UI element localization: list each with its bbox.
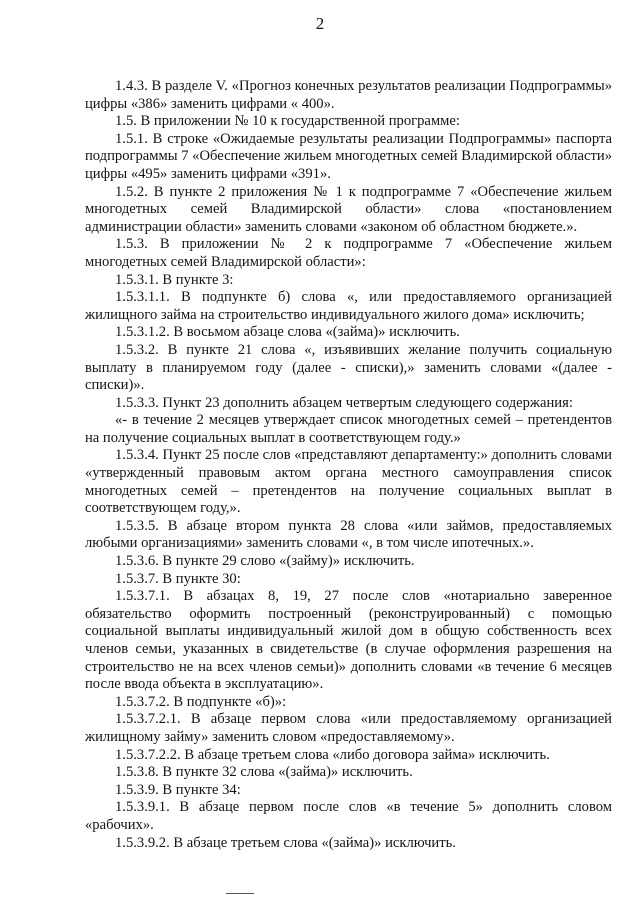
paragraph: 1.5.3.7.2.2. В абзаце третьем слова «либо договора займа» исключить. (115, 746, 550, 763)
paragraph: 1.5.3.9. В пункте 34: (115, 781, 241, 798)
footer-mark (226, 893, 254, 894)
paragraph: 1.5.3.9.2. В абзаце третьем слова «(займа)» исключить. (115, 834, 456, 851)
paragraph: 1.5.3.1.2. В восьмом абзаце слова «(займа)» исключить. (115, 324, 460, 341)
paragraph: 1.5.3. В приложении № 2 к подпрограмме 7 «Обеспечение жильем многодетных семей Владимирской области»: (85, 236, 612, 270)
paragraph: 1.5.3.2. В пункте 21 слова «, изъявивших желание получить социальную выплату в планируемом году (далее - списки),» заменить словами «(далее - списки)». (85, 341, 612, 394)
paragraph: 1.5.3.7.2. В подпункте «б)»: (115, 693, 287, 710)
paragraph: 1.5.3.7. В пункте 30: (115, 570, 241, 587)
paragraph: 1.5.3.4. Пункт 25 после слов «представляют департаменту:» дополнить словами «утвержденный правовым актом органа местного самоуправления список многодетных семей – претендентов на получение социальных выплат в соответствующем году,». (85, 447, 612, 517)
paragraph: 1.5.3.1. В пункте 3: (115, 271, 234, 288)
paragraph: 1.5.2. В пункте 2 приложения № 1 к подпрограмме 7 «Обеспечение жильем многодетных семей Владимирской области» слова «постановлением администрации области» заменить словами «законом об областном бюджете.». (85, 183, 612, 235)
paragraph: 1.5.3.7.2.1. В абзаце первом слова «или предоставляемому организацией жилищному займу» заменить словом «предоставляемому». (85, 711, 612, 745)
paragraph: 1.5.3.5. В абзаце втором пункта 28 слова «или займов, предоставляемых любыми организациями» заменить словами «, в том числе ипотечных.». (85, 517, 612, 552)
quoted-paragraph: «- в течение 2 месяцев утверждает список многодетных семей – претендентов на получение социальных выплат в соответствующем году.» (85, 412, 612, 446)
paragraph: 1.5.3.3. Пункт 23 дополнить абзацем четвертым следующего содержания: (115, 394, 573, 411)
document-body (85, 78, 612, 852)
paragraph: 1.5.3.6. В пункте 29 слово «(займу)» исключить. (115, 553, 415, 570)
paragraph: 1.5.3.7.1. В абзацах 8, 19, 27 после слов «нотариально заверенное обязательство оформить построенный (реконструированный) с помощью социальной выплаты индивидуальный жилой дом в общую собственность всех членов семьи, указанных в свидетельстве (в случае оформления разрешения на строительство не на всех членов семьи)» дополнить словами «в течение 6 месяцев после ввода объекта в эксплуатацию». (85, 588, 612, 693)
paragraph: 1.5. В приложении № 10 к государственной программе: (115, 113, 460, 130)
paragraph: 1.4.3. В разделе V. «Прогноз конечных результатов реализации Подпрограммы» цифры «386» заменить цифрами « 400». (85, 78, 612, 112)
page-number: 2 (315, 14, 325, 33)
paragraph: 1.5.1. В строке «Ожидаемые результаты реализации Подпрограммы» паспорта подпрограммы 7 «Обеспечение жильем многодетных семей Владимирской области» цифры «495» заменить цифрами «391». (85, 130, 612, 182)
paragraph: 1.5.3.1.1. В подпункте б) слова «, или предоставляемого организацией жилищного займа на строительство индивидуального жилого дома» исключить; (85, 289, 612, 323)
paragraph: 1.5.3.8. В пункте 32 слова «(займа)» исключить. (115, 764, 413, 781)
paragraph: 1.5.3.9.1. В абзаце первом после слов «в течение 5» дополнить словом «рабочих». (85, 799, 612, 833)
